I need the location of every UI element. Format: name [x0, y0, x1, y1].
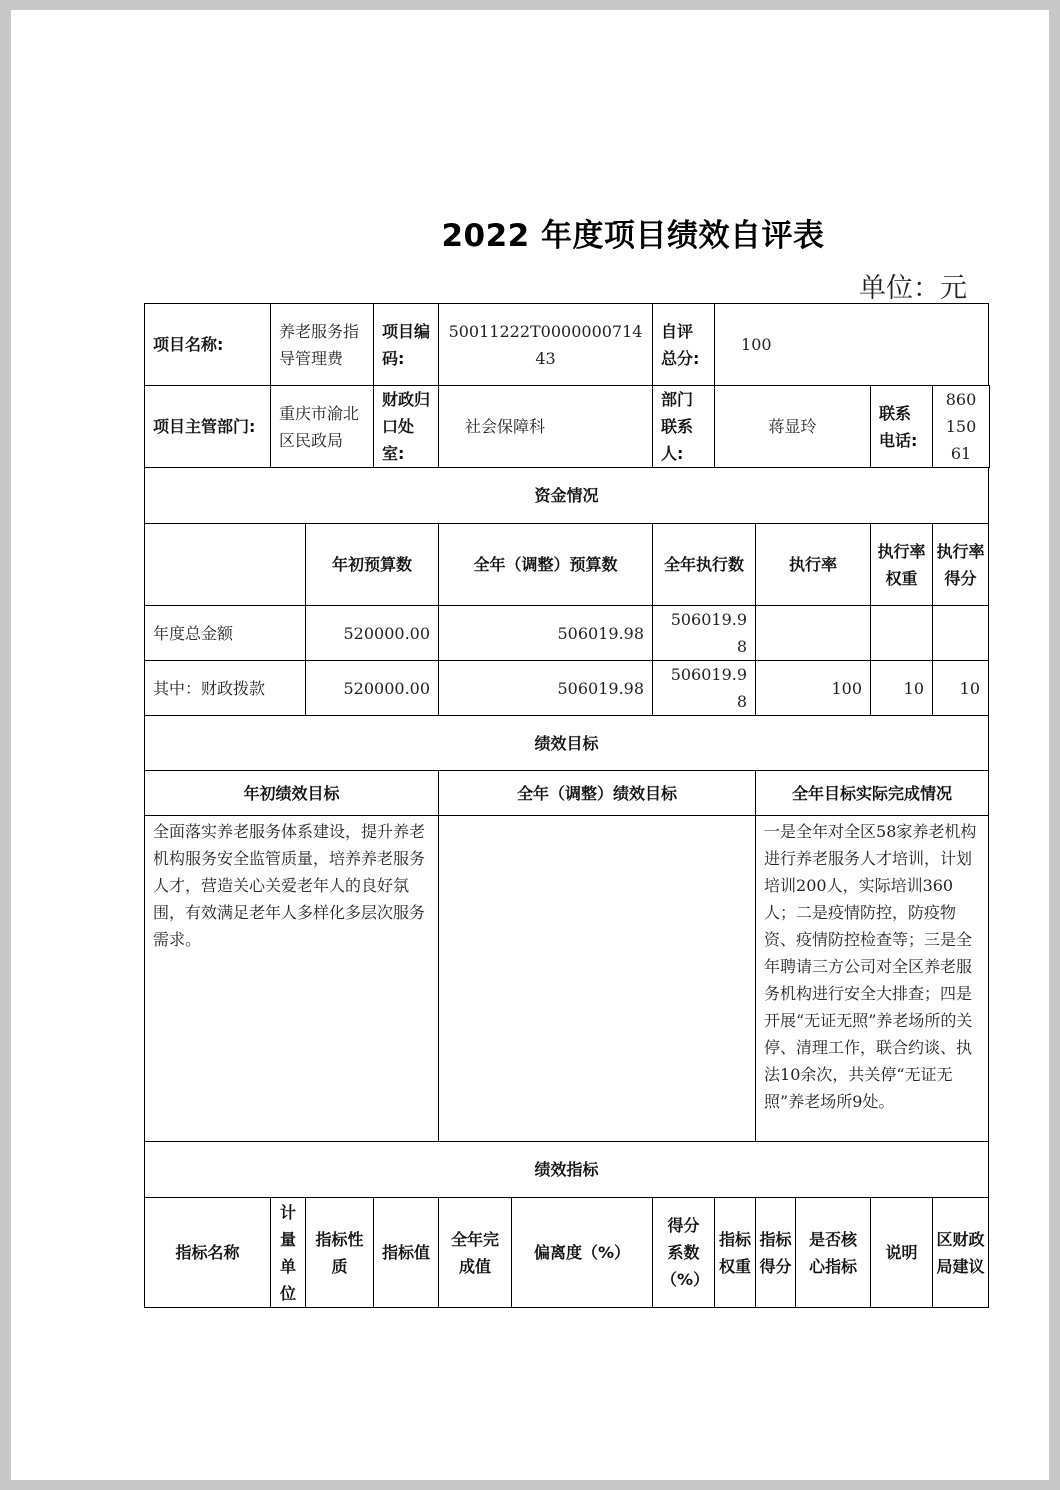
department-label: 项目主管部门: [145, 386, 271, 468]
funds-row-total [145, 606, 990, 661]
funds-cell-budget: 520000.00 [306, 661, 439, 716]
indicator-header-note: 说明 [871, 1198, 933, 1308]
project-code-value: 50011222T000000071443 [439, 304, 653, 386]
funds-cell-score: 10 [933, 661, 989, 716]
project-name-label: 项目名称: [145, 304, 271, 386]
self-score-value: 100 [715, 304, 989, 386]
goals-header-actual: 全年目标实际完成情况 [756, 771, 989, 816]
indicators-header-row [145, 1198, 990, 1308]
contact-person-value: 蒋显玲 [715, 386, 871, 468]
phone-label: 联系电话: [871, 386, 933, 468]
indicator-header-value: 指标值 [374, 1198, 439, 1308]
funds-header-weight: 执行率权重 [871, 524, 933, 606]
unit-label: 单位：元 [859, 273, 967, 304]
funds-header-score: 执行率得分 [933, 524, 989, 606]
indicators-section-title: 绩效指标 [145, 1142, 989, 1198]
funds-header-rate: 执行率 [756, 524, 871, 606]
indicator-header-weight: 指标权重 [715, 1198, 756, 1308]
funds-cell-adjusted: 506019.98 [439, 606, 653, 661]
indicator-header-nature: 指标性质 [306, 1198, 374, 1308]
funds-cell-adjusted: 506019.98 [439, 661, 653, 716]
project-name-row [145, 304, 990, 386]
indicators-section-row [145, 1142, 990, 1198]
goal-initial-text: 全面落实养老服务体系建设，提升养老机构服务安全监管质量，培养养老服务人才，营造关心关爱老年人的良好氛围，有效满足老年人多样化多层次服务需求。 [145, 816, 439, 1142]
funds-section-title: 资金情况 [145, 468, 989, 524]
goals-section-row [145, 716, 990, 771]
goals-section-title: 绩效目标 [145, 716, 989, 771]
phone-value: 86015061 [933, 386, 990, 468]
funds-cell-weight [871, 606, 933, 661]
finance-office-value: 社会保障科 [439, 386, 653, 468]
funds-cell-rate [756, 606, 871, 661]
funds-header-executed: 全年执行数 [653, 524, 756, 606]
funds-row-fiscal [145, 661, 990, 716]
indicator-header-name: 指标名称 [145, 1198, 271, 1308]
page-title: 2022 年度项目绩效自评表 [441, 218, 825, 254]
funds-cell-rate: 100 [756, 661, 871, 716]
goal-actual-text: 一是全年对全区58家养老机构进行养老服务人才培训，计划培训200人，实际培训360人；二是疫情防控，防疫物资、疫情防控检查等；三是全年聘请三方公司对全区养老服务机构进行安全大排查；四是开展“无证无照”养老场所的关停、清理工作，联合约谈、执法10余次，共关停“无证无照”养老场所9处。 [756, 816, 989, 1142]
funds-cell-executed: 506019.98 [653, 661, 756, 716]
funds-header-adjusted: 全年（调整）预算数 [439, 524, 653, 606]
indicator-header-unit: 计量单位 [271, 1198, 306, 1308]
goals-header-initial: 年初绩效目标 [145, 771, 439, 816]
funds-section-row [145, 468, 990, 524]
funds-cell-score [933, 606, 989, 661]
funds-header-row [145, 524, 990, 606]
funds-row-label: 其中：财政拨款 [145, 661, 306, 716]
funds-cell-executed: 506019.98 [653, 606, 756, 661]
goals-content-row [145, 816, 990, 1142]
self-score-label: 自评总分: [653, 304, 715, 386]
project-code-label: 项目编码: [374, 304, 439, 386]
department-row [145, 386, 990, 468]
finance-office-label: 财政归口处室: [374, 386, 439, 468]
performance-form-table [144, 303, 990, 1308]
project-name-value: 养老服务指导管理费 [271, 304, 374, 386]
indicator-header-suggestion: 区财政局建议 [933, 1198, 989, 1308]
goals-header-row [145, 771, 990, 816]
department-value: 重庆市渝北区民政局 [271, 386, 374, 468]
funds-cell-weight: 10 [871, 661, 933, 716]
indicator-header-deviation: 偏离度（%） [512, 1198, 653, 1308]
funds-cell-budget: 520000.00 [306, 606, 439, 661]
goal-adjusted-text [439, 816, 756, 1142]
funds-header-budget: 年初预算数 [306, 524, 439, 606]
contact-person-label: 部门联系人: [653, 386, 715, 468]
indicator-header-core: 是否核心指标 [796, 1198, 871, 1308]
goals-header-adjusted: 全年（调整）绩效目标 [439, 771, 756, 816]
indicator-header-score: 指标得分 [756, 1198, 796, 1308]
indicator-header-coefficient: 得分系数（%） [653, 1198, 715, 1308]
funds-header-empty [145, 524, 306, 606]
indicator-header-completed: 全年完成值 [439, 1198, 512, 1308]
funds-row-label: 年度总金额 [145, 606, 306, 661]
